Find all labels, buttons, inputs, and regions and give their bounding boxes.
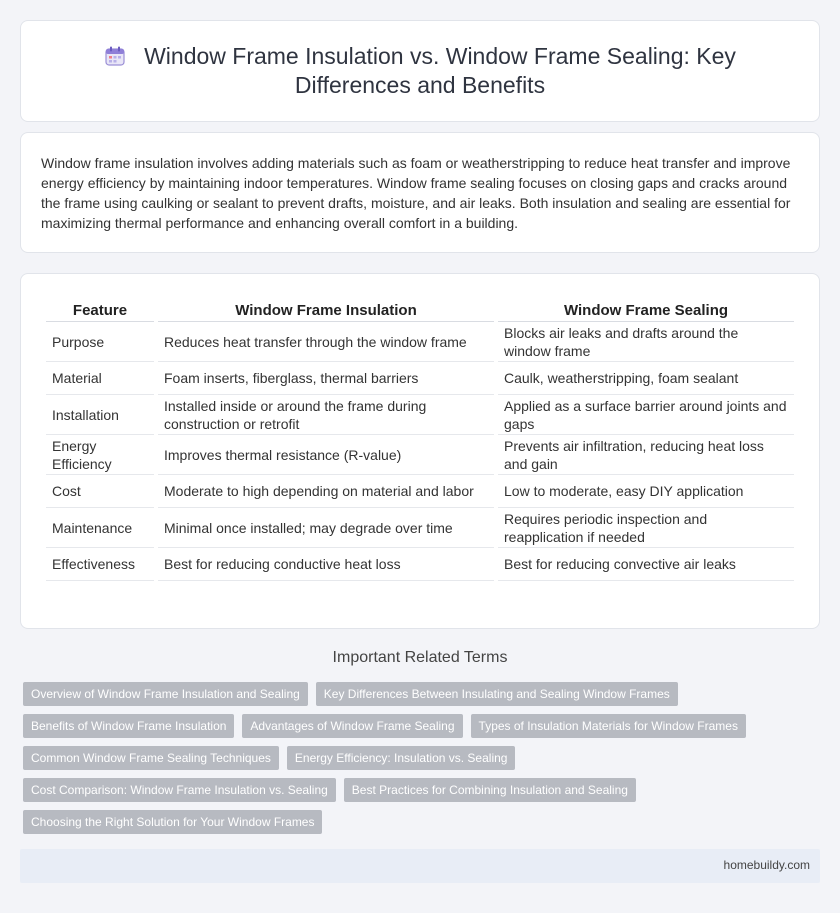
- related-term-tag[interactable]: Types of Insulation Materials for Window Frames: [471, 714, 746, 738]
- related-term-tag[interactable]: Energy Efficiency: Insulation vs. Sealing: [287, 746, 516, 770]
- related-terms-title: Important Related Terms: [332, 649, 508, 666]
- row-sealing: Low to moderate, easy DIY application: [498, 475, 794, 508]
- calendar-icon: [104, 45, 126, 67]
- related-term-tag[interactable]: Best Practices for Combining Insulation and Sealing: [344, 778, 636, 802]
- related-term-tag[interactable]: Cost Comparison: Window Frame Insulation vs. Sealing: [23, 778, 336, 802]
- related-term-tag[interactable]: Key Differences Between Insulating and Sealing Window Frames: [316, 682, 678, 706]
- related-term-tag[interactable]: Advantages of Window Frame Sealing: [242, 714, 462, 738]
- related-term-tag[interactable]: Benefits of Window Frame Insulation: [23, 714, 234, 738]
- header-insulation: Window Frame Insulation: [158, 294, 494, 322]
- table-row: [46, 362, 794, 395]
- intro-text: Window frame insulation involves adding materials such as foam or weatherstripping to reduce heat transfer and improve energy efficiency by maintaining indoor temperatures. Window frame sealing focuses on closing gaps and cracks around the frame using caulking or sealant to prevent drafts, moisture, and air leaks. Both insulation and sealing are essential for maximizing thermal performance and enhancing overall comfort in a building.: [41, 155, 791, 231]
- row-insulation: Moderate to high depending on material and labor: [158, 475, 494, 508]
- row-feature: Maintenance: [46, 508, 154, 548]
- title-line-2: Differences and Benefits: [294, 72, 546, 98]
- row-insulation: Installed inside or around the frame during construction or retrofit: [158, 395, 494, 435]
- related-term-tag[interactable]: Choosing the Right Solution for Your Window Frames: [23, 810, 322, 834]
- row-feature: Energy Efficiency: [46, 435, 154, 475]
- row-sealing: Best for reducing convective air leaks: [498, 548, 794, 581]
- row-sealing: Caulk, weatherstripping, foam sealant: [498, 362, 794, 395]
- table-row: [46, 475, 794, 508]
- row-insulation: Reduces heat transfer through the window frame: [158, 322, 494, 362]
- row-feature: Effectiveness: [46, 548, 154, 581]
- row-insulation: Best for reducing conductive heat loss: [158, 548, 494, 581]
- row-sealing: Blocks air leaks and drafts around the window frame: [498, 322, 794, 362]
- header-sealing: Window Frame Sealing: [498, 294, 794, 322]
- row-feature: Material: [46, 362, 154, 395]
- row-insulation: Foam inserts, fiberglass, thermal barriers: [158, 362, 494, 395]
- comparison-table: [42, 294, 798, 581]
- row-feature: Cost: [46, 475, 154, 508]
- table-row: [46, 508, 794, 548]
- row-sealing: Prevents air infiltration, reducing heat loss and gain: [498, 435, 794, 475]
- related-terms-list: [23, 682, 813, 842]
- row-feature: Purpose: [46, 322, 154, 362]
- related-term-tag[interactable]: Overview of Window Frame Insulation and Sealing: [23, 682, 308, 706]
- row-insulation: Improves thermal resistance (R-value): [158, 435, 494, 475]
- comparison-card: [20, 273, 820, 629]
- table-header-row: [46, 294, 794, 322]
- intro-card: [20, 132, 820, 253]
- row-sealing: Applied as a surface barrier around joints and gaps: [498, 395, 794, 435]
- row-feature: Installation: [46, 395, 154, 435]
- table-row: [46, 435, 794, 475]
- title-line-1: Window Frame Insulation vs. Window Frame Sealing: Key: [144, 43, 736, 69]
- table-row: [46, 395, 794, 435]
- table-row: [46, 548, 794, 581]
- header-card: [20, 20, 820, 122]
- related-term-tag[interactable]: Common Window Frame Sealing Techniques: [23, 746, 279, 770]
- footer: [20, 849, 820, 883]
- row-sealing: Requires periodic inspection and reapplication if needed: [498, 508, 794, 548]
- table-row: [46, 322, 794, 362]
- footer-site[interactable]: homebuildy.com: [723, 858, 810, 872]
- row-insulation: Minimal once installed; may degrade over time: [158, 508, 494, 548]
- page-title: [21, 42, 819, 100]
- header-feature: Feature: [46, 294, 154, 322]
